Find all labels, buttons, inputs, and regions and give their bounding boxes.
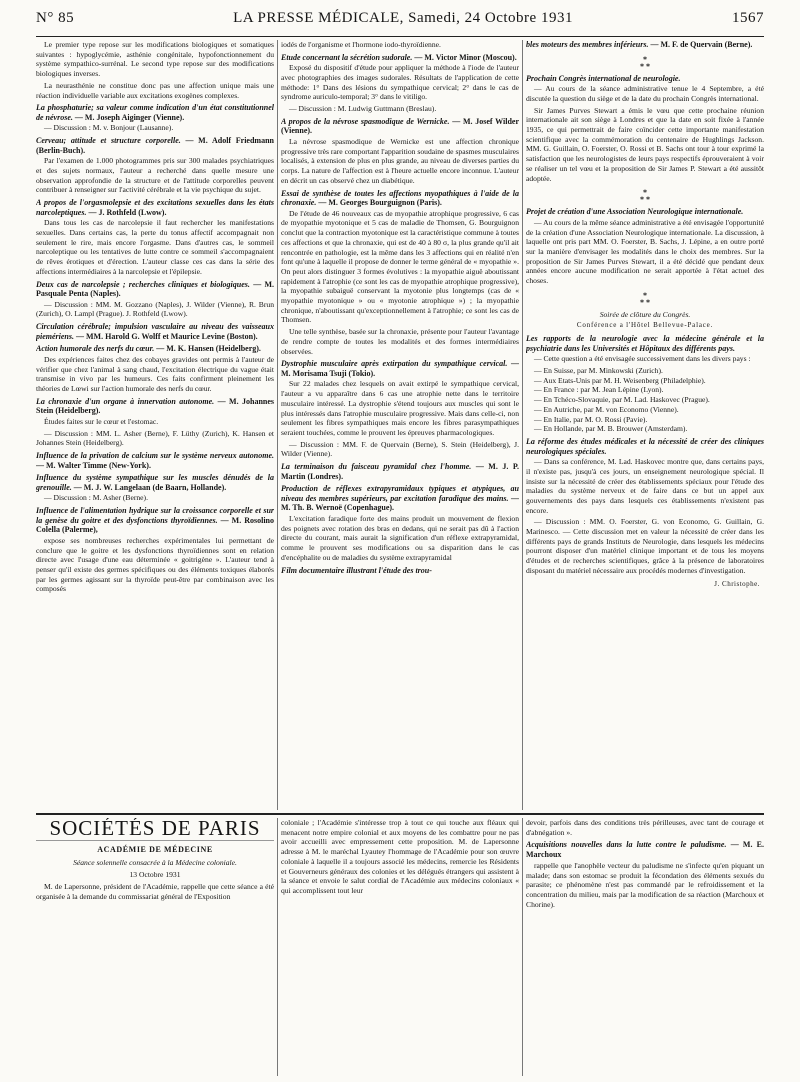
paragraph: De l'étude de 46 nouveaux cas de myopathie atrophique progressive, 6 cas de myopathie myotonique et 5 cas de maladie de Thomsen, G. Bourguignon conclut que la contraction myotonique est la caractéristique commune à toutes ces affections et que la chronaxie, qui est de 40 à 80 σ, la plus grande qu'il ait rencontrée en pathologie, est la même dans les 3 affections qui en réalité n'en font qu'une à laquelle il propose de donner le terme général de « myopathie ». On peut alors distinguer 3 formes évolutives : la myopathie aiguë aboutissant rapidement à l'atrophie (ce sont les cas de myopathie atrophique progressive), la myopathie subaiguë conservant la myotonie plus longtemps (cas de « myopathie myotonique » ou « myotonie atrophique ») ; la myopathie chronique, n'aboutissant qu'exceptionnellement à l'atrophie; ce sont les cas de Thomsen. <box>281 208 519 325</box>
author: — M. K. Hansen (Heidelberg). <box>156 344 261 354</box>
list-item: — En Suisse, par M. Minkowski (Zurich). <box>534 366 663 376</box>
asterism: * * * <box>640 290 650 307</box>
paragraph: — Dans sa conférence, M. Lad. Haskovec montre que, dans certains pays, il n'existe pas, jusqu'à ces jours, un enseignement neurologique spécial. Il insiste sur la nécessité de créer des établissements spéciaux pour l'étude des maladies du système nerveux et de faire dans ce but un appel aux gouvernements des pays dans lesquels ces établissements n'existent pas encore. <box>526 457 764 515</box>
title-text: La chronaxie d'un organe à innervation autonome. <box>36 396 215 406</box>
author: — M. Walter Timme (New-York). <box>36 460 151 470</box>
author: — M. F. de Quervain (Berne). <box>650 40 753 49</box>
article-title: La réforme des études médicales et la nécessité de créer des cliniques neurologiques spéciales. <box>526 436 764 456</box>
discussion: — Discussion : M. Asher (Berne). <box>44 493 148 503</box>
society-name: ACADÉMIE DE MÉDECINE <box>36 840 274 855</box>
paragraph: coloniale ; l'Académie s'intéresse trop à tout ce qui touche aux fléaux qui menacent notre empire colonial et aux moyens de les combattre pour ne pas avoir accueilli avec empressement cette proposition. M. de Lapersonne adresse à M. le maréchal Lyautey l'hommage de l'Académie pour son œuvre coloniale à laquelle il a toujours associé les médecins, remercie les Résidents et Gouverneurs généraux des colonies et les délégués étrangers qui assistent à la séance et envoie le salut cordial de l'Académie aux médecins coloniaux « qui accomplissent tout leur <box>281 818 519 895</box>
bottom-column-1 <box>36 818 274 1076</box>
paragraph: Par l'examen de 1.000 photogrammes pris sur 300 malades psychiatriques et des sujets normaux, l'auteur a recherché dans quelle mesure une observation approfondie de la structure et de l'attitude corporelles peuvent contribuer à renseigner sur l'activité cérébrale et la vie psychique du sujet. <box>36 156 274 195</box>
author: — M. Adolf Friedmann (Berlin-Buch). <box>36 136 274 155</box>
section-rule <box>36 813 764 815</box>
title-text: bles moteurs des membres inférieurs. <box>526 40 649 49</box>
title-text: Influence de la privation de calcium sur le système nerveux autonome. <box>36 451 274 460</box>
journal-title-date: LA PRESSE MÉDICALE, Samedi, 24 Octobre 1931 <box>233 10 573 26</box>
title-text: A propos de la névrose spasmodique de Wernicke. <box>281 116 450 126</box>
discussion: — Discussion : M. Ludwig Guttmann (Breslau). <box>289 104 437 114</box>
article-title: Film documentaire illustrant l'étude des trou- <box>281 565 432 575</box>
title-text: Circulation cérébrale; impulsion vasculaire au niveau des vaisseaux piemériens. <box>36 322 274 341</box>
article-title: Les rapports de la neurologie avec la médecine générale et la psychiatrie dans les Universités et Hôpitaux des différents pays. <box>526 334 764 353</box>
paragraph: Sir James Purves Stewart a émis le vœu que cette prochaine réunion internationale ait son siège à Londres et que la date en soit fixée à l'année 1935, ce qui permettrait de faire coïncider cette importante manifestation scientifique avec la commémoration du centenaire de Hughlings Jackson. MM. G. Guillain, O. Foerster, O. Rossi et B. Sachs ont tour à tour exprimé la satisfaction que les neurologistes de leurs pays respectifs éprouveraient à voir se réaliser un tel vœu et la proposition de Sir James P. Stewart a été aussitôt adoptée. <box>526 105 764 183</box>
subheading: Conférence a l'Hôtel Bellevue-Palace. <box>576 321 714 330</box>
paragraph: La neurasthénie ne constitue donc pas une affection unique mais une réaction individuelle variable aux excitations exogènes complexes. <box>36 80 274 100</box>
column-rule <box>522 818 523 1076</box>
title-text: Production de réflexes extrapyramidaux typiques et atypiques, au niveau des membres supérieurs, par excitation faradique des mains. <box>281 484 519 503</box>
paragraph: — Cette question a été envisagée successivement dans les divers pays : <box>534 354 751 364</box>
author: — M. Joseph Aiginger (Vienne). <box>74 112 185 122</box>
asterism: * * * <box>640 54 650 71</box>
column-rule <box>277 40 278 810</box>
column-rule <box>277 818 278 1076</box>
article-title <box>281 117 519 136</box>
article-title <box>526 40 764 50</box>
title-text: Etude concernant la sécrétion sudorale. <box>281 52 413 62</box>
article-title: Prochain Congrès international de neurologie. <box>526 73 681 83</box>
discussion: — Discussion : MM. M. Gozzano (Naples), J. Wilder (Vienne), R. Brun (Zurich), O. Lampl (Prague). J. Rothfeld (Lwow). <box>36 299 274 319</box>
column-rule <box>522 40 523 810</box>
list-item: — En Hollande, par M. B. Brouwer (Amsterdam). <box>534 424 688 434</box>
paragraph: iodés de l'organisme et l'hormone iodo-thyroïdienne. <box>281 40 441 49</box>
article-title <box>36 198 274 217</box>
article-title <box>36 473 274 492</box>
paragraph: Une telle synthèse, basée sur la chronaxie, présente pour l'auteur l'avantage de rendre compte de toutes les modalités et des formes intermédiaires observées. <box>281 327 519 356</box>
column-3 <box>526 40 764 810</box>
paragraph: — Au cours de la même séance administrative a été envisagée l'opportunité de la création d'une Association Neurologique internationale. La discussion, à laquelle ont pris part MM. O. Foerster, B. Sachs, J. Lépine, a en outre porté sur la manière d'envisager les modalités dans le choix des membres. Sur la proposition de Sir James Purves Stewart, il a été décidé que pendant deux années encore aucune modification ne serait apportée à l'état actuel des choses. <box>526 217 764 286</box>
discussion: — Discussion : MM. F. de Quervain (Berne), S. Stein (Heidelberg), J. Wilder (Vienne). <box>281 439 519 459</box>
list-item: — En Italie, par M. O. Rossi (Pavie). <box>534 414 648 424</box>
paragraph: Exposé du dispositif d'étude pour appliquer la méthode à l'iode de l'auteur avec photographies des images sudorales. Résultats de l'application de cette méthode: 1° Dans des lésions du sympathique cervical; 2° dans le cas de syndrome auriculo-temporal; 3° dans le vitiligo. <box>281 63 519 102</box>
article-title <box>526 840 764 859</box>
paragraph: Dans tous les cas de narcolepsie il faut rechercher les manifestations sexuelles. Dans certains cas, la perte du tonus affectif accompagnait non seulement le rire, mais encore l'orgasme. Dans d'autres cas, le sommeil narcoleptique ou les tentatives de lutte contre ce sommeil s'accompagnaient de rêves érotiques et d'érection. L'auteur classe ces cas dans la série des affections intermédiaires à la narcolepsie et l'épilepsie. <box>36 218 274 276</box>
discussion: — Discussion : M. v. Bonjour (Lausanne). <box>44 123 174 133</box>
paragraph: expose ses nombreuses recherches expérimentales lui permettant de conclure que le goitre et les dysfonctions thyroïdiennes sont en relation directe avec l'usage d'une eau déterminée « goitrigène ». L'auteur tend à penser qu'il existe des germes spécifiques ou des éléments toxiques élaborés par les germes agissant sur la thyroïde peut-être par combinaison avec les composés <box>36 535 274 594</box>
article-title <box>281 359 519 378</box>
bottom-column-3 <box>526 818 764 1076</box>
subheading: Soirée de clôture du Congrès. <box>599 309 691 319</box>
issue-number: N° 85 <box>36 10 75 26</box>
paragraph: devoir, parfois dans des conditions très périlleuses, avec tant de courage et d'abnégation ». <box>526 818 764 837</box>
article-title <box>36 506 274 535</box>
author: — M. J. W. Langelaan (de Baarn, Hollande). <box>73 482 227 492</box>
discussion: — Discussion : MM. L. Asher (Berne), F. Lüthy (Zurich), K. Hansen et Johannes Stein (Heidelberg). <box>36 428 274 448</box>
session-date: 13 Octobre 1931 <box>129 870 181 880</box>
column-2 <box>281 40 519 810</box>
article-title <box>36 136 274 155</box>
author: — J. Rothfeld (Lwow). <box>88 207 167 217</box>
title-text: Acquisitions nouvelles dans la lutte contre le paludisme. <box>526 840 727 850</box>
article-title <box>281 189 519 208</box>
list-item: — En Tchéco-Slovaquie, par M. Lad. Haskovec (Prague). <box>534 395 710 405</box>
paragraph: Le premier type repose sur les modifications biologiques et somatiques suivantes : hypoglycémie, asthénie congénitale, hypofonctionnement du système sympathico-surrénal. Le second type repose sur des modifications biologiques inverses. <box>36 40 274 79</box>
paragraph: Des expériences faites chez des cobayes gravides ont permis à l'auteur de vérifier que chez l'animal à sang chaud, l'excitation électrique du vague était transmise in vivo par les humeurs. Ces faits confirment pleinement les théories de Lœwi sur l'action humorale des nerfs du cœur. <box>36 354 274 393</box>
author: — M. Th. B. Wernoë (Copenhague). <box>281 493 519 513</box>
author: — M. Pasquale Penta (Naples). <box>36 279 274 299</box>
article-title <box>36 397 274 416</box>
asterism: * * * <box>640 188 650 205</box>
paragraph: La névrose spasmodique de Wernicke est une affection chronique progressive très rare comportant l'apparition soudaine de spasmes musculaires localisés, à extension de plus en plus grande, au niveau de diverses parties du corps. La nature de l'affection est à l'heure actuelle encore inconnue. L'auteur en décrit un cas observé chez un diabétique. <box>281 137 519 185</box>
paragraph: — Au cours de la séance administrative tenue le 4 Septembre, a été discutée la question du siège et de la date du prochain Congrès international. <box>526 84 764 103</box>
article-title <box>36 451 274 470</box>
list-item: — En Autriche, par M. von Economo (Vienne). <box>534 404 679 414</box>
title-text: La terminaison du faisceau pyramidal chez l'homme. <box>281 462 472 472</box>
paragraph: Études faites sur le cœur et l'estomac. <box>44 416 159 426</box>
page-number: 1567 <box>731 10 764 26</box>
title-text: Action humorale des nerfs du cœur. <box>36 344 155 354</box>
article-title <box>36 103 274 122</box>
column-1 <box>36 40 274 810</box>
signature: J. Christophe. <box>714 579 760 588</box>
article-title <box>36 322 274 341</box>
list-item: — Aux Etats-Unis par M. H. Weisenberg (Philadelphie). <box>534 375 706 385</box>
author: — M. E. Marchoux <box>526 840 764 860</box>
list-item: — En France : par M. Jean Lépine (Lyon). <box>534 385 664 395</box>
article-title <box>36 280 274 299</box>
title-text: Influence de l'alimentation hydrique sur la croissance corporelle et sur la genèse du goitre et des dysfonctions thyroïdiennes. <box>36 506 274 525</box>
article-title <box>36 344 274 354</box>
author: — M. Johannes Stein (Heidelberg). <box>36 396 274 416</box>
author: — M. Rosolino Colella (Palerme), <box>36 515 274 535</box>
article-title <box>281 53 519 63</box>
author: — M. Victor Minor (Moscou). <box>414 52 517 62</box>
discussion: — Discussion : MM. O. Foerster, G. von Economo, G. Guillain, G. Marinesco. — Cette discussion met en valeur la nécessité de créer dans les différents pays de grands Instituts de Neurologie, dans lesquels les médecins pourront disposer d'un matériel clinique important et de tous les moyens d'études et de recherches scientifiques, grâce à la présence de laboratoires disposant du matériel nécessaire aux procédés modernes d'investigation. <box>526 517 764 575</box>
author: — MM. Harold G. Wolff et Maurice Levine (Boston). <box>76 331 258 341</box>
title-text: Essai de synthèse de toutes les affections myopathiques à l'aide de la chronaxie. <box>281 188 519 208</box>
author: — M. J. P. Martin (Londres). <box>281 462 519 481</box>
article-title <box>281 484 519 513</box>
article-title: Projet de création d'une Association Neurologique internationale. <box>526 207 744 217</box>
section-title: SOCIÉTÉS DE PARIS <box>49 818 261 840</box>
bottom-column-2 <box>281 818 519 1076</box>
title-text: Influence du système sympathique sur les muscles dénudés de la grenouille. <box>36 473 274 492</box>
title-text: A propos de l'orgasmolepsie et des excitations sexuelles dans les états narcoleptiques. <box>36 198 274 217</box>
author: — M. Georges Bourguignon (Paris). <box>318 198 442 208</box>
article-title <box>281 462 519 481</box>
title-text: La phosphaturie; sa valeur comme indication d'un état constitutionnel de névrose. <box>36 103 274 122</box>
title-text: Dystrophie musculaire après extirpation du sympathique cervical. <box>281 359 508 369</box>
paragraph: rappelle que l'anophèle vecteur du paludisme ne s'infecte qu'en piquant un malade; dans son estomac se produit la fécondation des éléments sexués du parasite; ce phénomène n'est pas commandé par le refroidissement et la concentration du milieu, mais par la modification de sa réaction (Marchoux et Chorine). <box>526 860 764 909</box>
title-text: Cerveau; attitude et structure corporelle. <box>36 136 181 146</box>
session-title: Séance solennelle consacrée à la Médecine coloniale. <box>73 858 237 868</box>
masthead <box>36 10 764 37</box>
paragraph: Sur 22 malades chez lesquels on avait extirpé le sympathique cervical, l'auteur a vu apparaître dans 6 cas une atrophie nette dans le territoire musculaire intéressé. La dystrophie s'étend toujours aux muscles qui sont le plus intéressés dans l'atrophie musculaire progressive. Mais dans celle-ci, non seulement les fibres sympathiques mais encore les fibres parasympathiques seraient touchées, comme le prouvent les épreuves pharmacologiques. <box>281 379 519 437</box>
paragraph: L'excitation faradique forte des mains produit un mouvement de flexion des poignets avec rotation des bras en dedans, qui ne serait pas dû à l'action directe du courant, mais aurait la signification d'un réflexe extrapyramidal, comme le prouvent ses modifications ou sa disparition dans le cas d'encéphalite ou de maladies du système extrapyramidal <box>281 514 519 562</box>
author: — M. Josef Wilder (Vienne). <box>281 116 519 136</box>
paragraph: M. de Lapersonne, président de l'Académie, rappelle que cette séance a été organisée à la demande du commissariat général de l'Exposition <box>36 881 274 901</box>
title-text: Deux cas de narcolepsie ; recherches cliniques et biologiques. <box>36 279 250 289</box>
author: — M. Morisama Tsuji (Tokio). <box>281 359 519 378</box>
